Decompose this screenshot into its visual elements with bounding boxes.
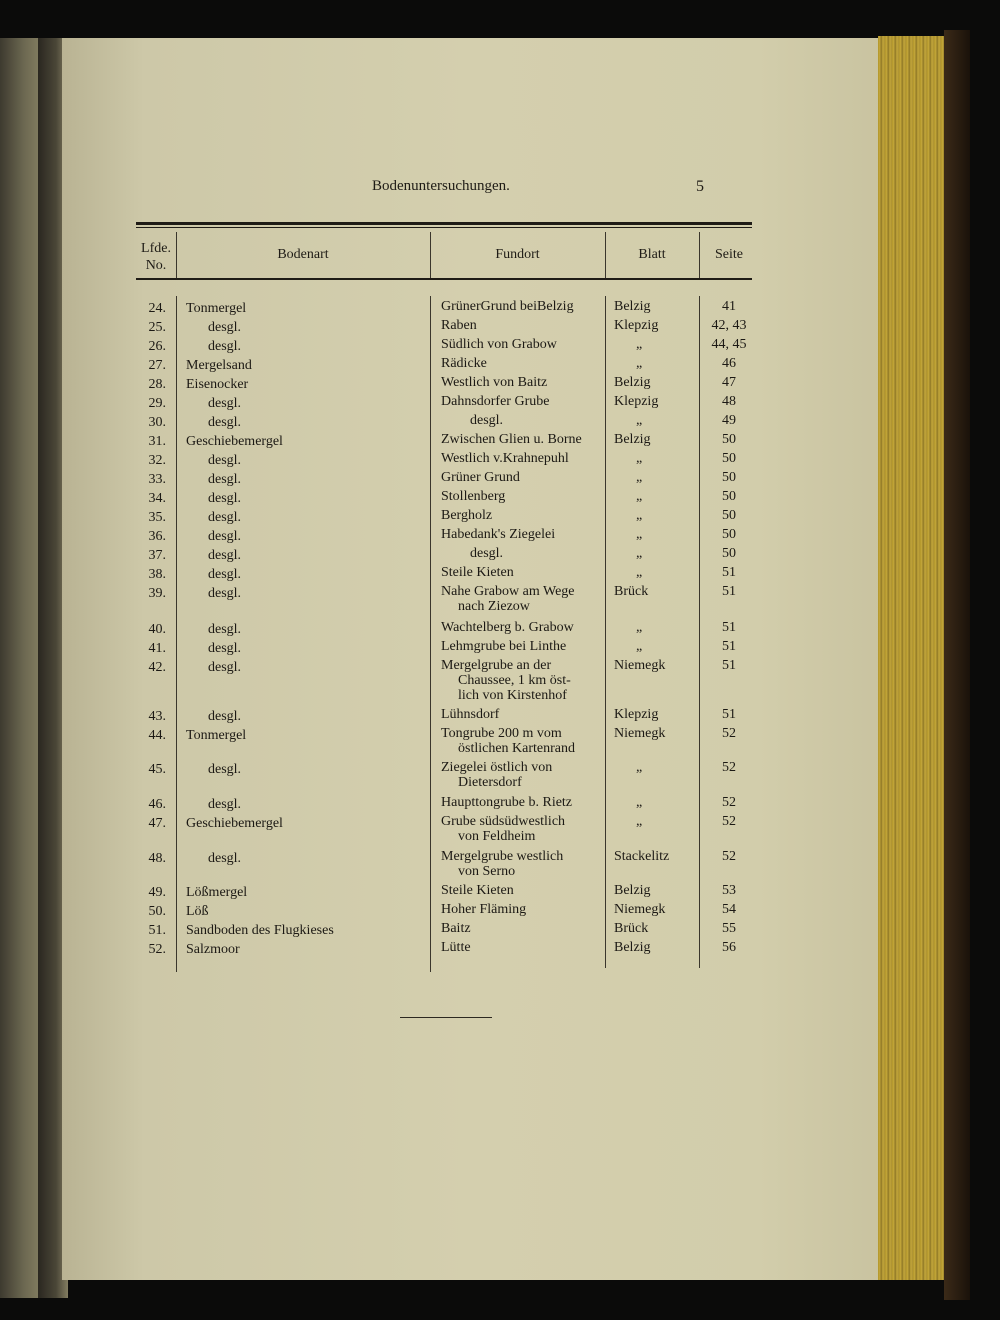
row-blatt: „	[636, 795, 643, 810]
row-bodenart: desgl.	[208, 491, 242, 506]
row-blatt: „	[636, 620, 643, 635]
row-fundort: Ziegelei östlich von	[441, 760, 553, 775]
row-number: 40.	[148, 622, 166, 637]
row-bodenart: desgl.	[208, 660, 242, 675]
row-seite: 53	[722, 883, 736, 898]
row-seite: 47	[722, 375, 736, 390]
row-number: 48.	[148, 851, 166, 866]
row-fundort: Bergholz	[441, 508, 493, 523]
row-blatt: Belzig	[614, 883, 651, 898]
row-seite: 54	[722, 902, 736, 917]
row-seite: 51	[722, 707, 736, 722]
row-fundort: desgl.	[470, 546, 504, 561]
row-fundort: lich von Kirstenhof	[458, 688, 567, 703]
row-blatt: „	[636, 565, 643, 580]
header-bottom-rule	[136, 278, 752, 280]
row-number: 45.	[148, 762, 166, 777]
closing-rule	[400, 1017, 492, 1018]
row-blatt: „	[636, 546, 643, 561]
row-fundort: Grüner Grund	[441, 470, 520, 485]
row-blatt: „	[636, 337, 643, 352]
row-number: 29.	[148, 396, 166, 411]
row-seite: 50	[722, 489, 736, 504]
row-number: 25.	[148, 320, 166, 335]
row-bodenart: Löß	[186, 904, 209, 919]
row-fundort: desgl.	[470, 413, 504, 428]
row-fundort: nach Ziezow	[458, 599, 530, 614]
row-bodenart: Lößmergel	[186, 885, 248, 900]
row-blatt: Klepzig	[614, 318, 659, 333]
row-blatt: „	[636, 413, 643, 428]
row-bodenart: desgl.	[208, 851, 242, 866]
row-blatt: Belzig	[614, 940, 651, 955]
row-fundort: Nahe Grabow am Wege	[441, 584, 575, 599]
row-seite: 51	[722, 620, 736, 635]
row-seite: 52	[722, 849, 736, 864]
row-fundort: Dahnsdorfer Grube	[441, 394, 550, 409]
row-fundort: Südlich von Grabow	[441, 337, 557, 352]
row-fundort: Steile Kieten	[441, 883, 514, 898]
row-blatt: „	[636, 489, 643, 504]
row-number: 47.	[148, 816, 166, 831]
row-fundort: Lühnsdorf	[441, 707, 500, 722]
header-seite: Seite	[715, 247, 743, 262]
row-fundort: Westlich v.Krahnepuhl	[441, 451, 569, 466]
row-bodenart: desgl.	[208, 797, 242, 812]
row-number: 32.	[148, 453, 166, 468]
row-number: 24.	[148, 301, 166, 316]
row-seite: 56	[722, 940, 736, 955]
row-fundort: Mergelgrube an der	[441, 658, 552, 673]
row-blatt: „	[636, 470, 643, 485]
row-number: 44.	[148, 728, 166, 743]
column-separator	[605, 296, 606, 968]
table-top-rule-thin	[136, 227, 752, 228]
row-blatt: „	[636, 508, 643, 523]
row-blatt: Klepzig	[614, 707, 659, 722]
row-blatt: „	[636, 760, 643, 775]
row-bodenart: desgl.	[208, 641, 242, 656]
row-number: 52.	[148, 942, 166, 957]
row-seite: 48	[722, 394, 736, 409]
row-number: 35.	[148, 510, 166, 525]
row-fundort: Stollenberg	[441, 489, 506, 504]
row-number: 30.	[148, 415, 166, 430]
row-blatt: „	[636, 814, 643, 829]
row-number: 41.	[148, 641, 166, 656]
column-separator	[176, 296, 177, 972]
row-bodenart: Geschiebemergel	[186, 434, 283, 449]
row-number: 46.	[148, 797, 166, 812]
row-fundort: Baitz	[441, 921, 471, 936]
row-seite: 41	[722, 299, 736, 314]
row-number: 43.	[148, 709, 166, 724]
row-bodenart: desgl.	[208, 529, 242, 544]
row-number: 39.	[148, 586, 166, 601]
cover-edge	[944, 30, 970, 1300]
page-edges-gilt	[878, 36, 944, 1280]
row-bodenart: desgl.	[208, 472, 242, 487]
row-blatt: Belzig	[614, 432, 651, 447]
row-bodenart: desgl.	[208, 709, 242, 724]
row-seite: 51	[722, 658, 736, 673]
row-seite: 50	[722, 508, 736, 523]
row-number: 33.	[148, 472, 166, 487]
row-seite: 51	[722, 565, 736, 580]
row-blatt: „	[636, 527, 643, 542]
row-blatt: Niemegk	[614, 726, 666, 741]
row-fundort: Dietersdorf	[458, 775, 522, 790]
row-number: 38.	[148, 567, 166, 582]
row-seite: 50	[722, 527, 736, 542]
row-fundort: von Serno	[458, 864, 516, 879]
row-seite: 50	[722, 432, 736, 447]
row-fundort: Westlich von Baitz	[441, 375, 548, 390]
header-fundort: Fundort	[495, 247, 540, 262]
row-seite: 51	[722, 584, 736, 599]
row-fundort: Tongrube 200 m vom	[441, 726, 562, 741]
row-bodenart: desgl.	[208, 567, 242, 582]
row-number: 27.	[148, 358, 166, 373]
row-fundort: Lehmgrube bei Linthe	[441, 639, 567, 654]
row-bodenart: desgl.	[208, 586, 242, 601]
row-seite: 50	[722, 546, 736, 561]
row-seite: 46	[722, 356, 736, 371]
row-seite: 55	[722, 921, 736, 936]
row-number: 37.	[148, 548, 166, 563]
row-seite: 50	[722, 451, 736, 466]
row-seite: 52	[722, 760, 736, 775]
row-blatt: Stackelitz	[614, 849, 670, 864]
row-blatt: „	[636, 356, 643, 371]
row-blatt: Niemegk	[614, 902, 666, 917]
row-number: 42.	[148, 660, 166, 675]
row-bodenart: Eisenocker	[186, 377, 249, 392]
row-seite: 42, 43	[711, 318, 747, 333]
row-bodenart: Geschiebemergel	[186, 816, 283, 831]
column-separator	[699, 296, 700, 968]
running-title: Bodenuntersuchungen.	[372, 178, 510, 194]
row-fundort: von Feldheim	[458, 829, 536, 844]
row-blatt: Klepzig	[614, 394, 659, 409]
row-fundort: GrünerGrund beiBelzig	[441, 299, 574, 314]
row-seite: 50	[722, 470, 736, 485]
row-blatt: Niemegk	[614, 658, 666, 673]
row-fundort: Mergelgrube westlich	[441, 849, 564, 864]
row-fundort: Grube südsüdwestlich	[441, 814, 566, 829]
column-separator	[430, 296, 431, 972]
row-bodenart: desgl.	[208, 396, 242, 411]
row-bodenart: Salzmoor	[186, 942, 240, 957]
row-number: 28.	[148, 377, 166, 392]
row-fundort: Lütte	[441, 940, 471, 955]
row-bodenart: desgl.	[208, 415, 242, 430]
row-number: 36.	[148, 529, 166, 544]
row-bodenart: desgl.	[208, 453, 242, 468]
row-bodenart: desgl.	[208, 510, 242, 525]
row-fundort: Hoher Fläming	[441, 902, 527, 917]
table-top-rule	[136, 222, 752, 225]
row-bodenart: Sandboden des Flugkieses	[186, 923, 334, 938]
row-fundort: Habedank's Ziegelei	[441, 527, 556, 542]
header-bodenart: Bodenart	[277, 247, 329, 262]
row-seite: 52	[722, 726, 736, 741]
row-number: 51.	[148, 923, 166, 938]
row-fundort: Wachtelberg b. Grabow	[441, 620, 574, 635]
row-blatt: „	[636, 451, 643, 466]
row-bodenart: desgl.	[208, 622, 242, 637]
row-seite: 49	[722, 413, 736, 428]
row-fundort: östlichen Kartenrand	[458, 741, 576, 756]
row-bodenart: desgl.	[208, 762, 242, 777]
row-fundort: Raben	[441, 318, 477, 333]
row-fundort: Chaussee, 1 km öst-	[458, 673, 571, 688]
row-bodenart: Tonmergel	[186, 728, 247, 743]
row-blatt: Brück	[614, 584, 649, 599]
row-fundort: Haupttongrube b. Rietz	[441, 795, 573, 810]
row-blatt: Belzig	[614, 299, 651, 314]
row-bodenart: desgl.	[208, 320, 242, 335]
page-number: 5	[696, 178, 704, 195]
header-blatt: Blatt	[638, 247, 666, 262]
row-bodenart: desgl.	[208, 339, 242, 354]
row-number: 31.	[148, 434, 166, 449]
row-number: 50.	[148, 904, 166, 919]
row-seite: 44, 45	[711, 337, 747, 352]
row-blatt: Belzig	[614, 375, 651, 390]
row-seite: 51	[722, 639, 736, 654]
header-lfde-line2: No.	[145, 258, 167, 273]
row-seite: 52	[722, 814, 736, 829]
row-number: 26.	[148, 339, 166, 354]
row-fundort: Rädicke	[441, 356, 487, 371]
row-blatt: Brück	[614, 921, 649, 936]
row-seite: 52	[722, 795, 736, 810]
row-number: 49.	[148, 885, 166, 900]
row-fundort: Zwischen Glien u. Borne	[441, 432, 582, 447]
row-bodenart: Mergelsand	[186, 358, 252, 373]
row-blatt: „	[636, 639, 643, 654]
row-number: 34.	[148, 491, 166, 506]
header-lfde-line1: Lfde.	[141, 241, 171, 256]
row-bodenart: Tonmergel	[186, 301, 247, 316]
row-fundort: Steile Kieten	[441, 565, 514, 580]
row-bodenart: desgl.	[208, 548, 242, 563]
header-lfde	[136, 240, 176, 274]
